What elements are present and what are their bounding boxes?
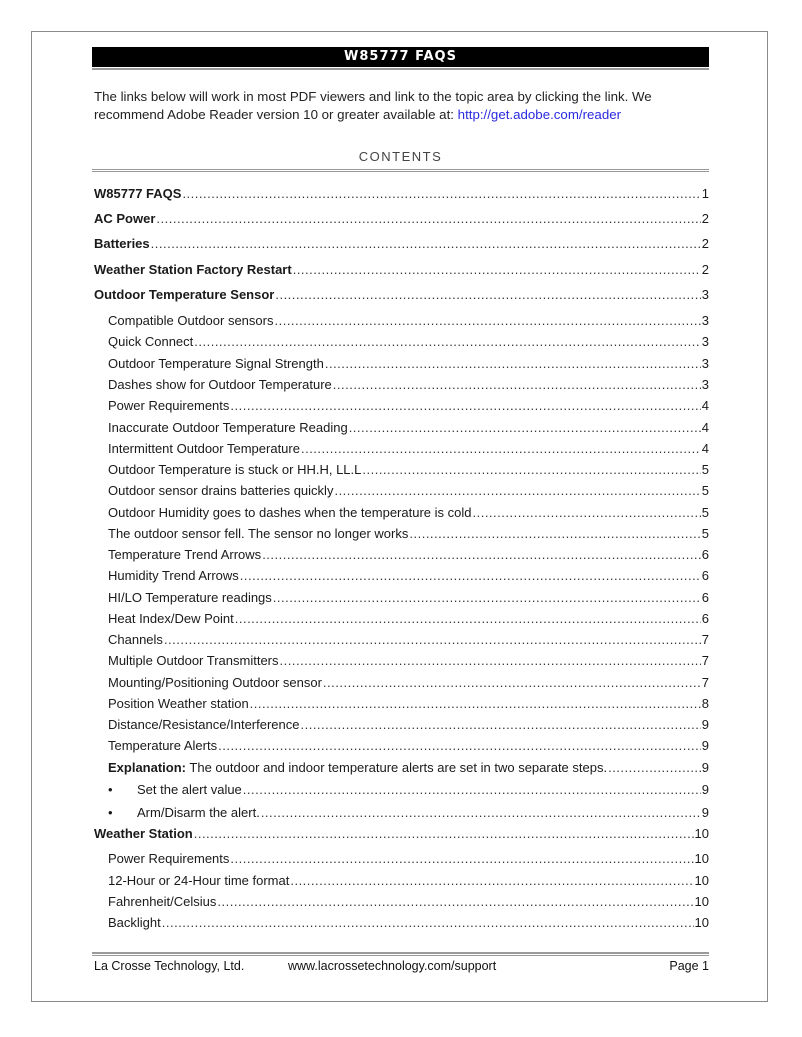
dot-leader [280, 652, 701, 670]
dot-leader [325, 355, 701, 373]
toc-entry[interactable] [108, 440, 709, 458]
page-footer [94, 959, 709, 975]
toc-entry[interactable] [108, 461, 709, 479]
dot-leader [300, 716, 700, 734]
toc-entry[interactable] [108, 631, 709, 649]
toc-entry-text: Humidity Trend Arrows [108, 568, 239, 583]
toc-entry[interactable] [94, 825, 709, 843]
toc-page-number: 9 [701, 738, 709, 753]
toc-entry-label [94, 825, 193, 843]
toc-page-number: 4 [701, 420, 709, 435]
toc-page-number: 10 [694, 873, 709, 888]
toc-entry[interactable] [94, 235, 709, 253]
toc-entry-label [108, 610, 234, 628]
toc-page-number: 2 [701, 262, 709, 277]
toc-entry-text: Dashes show for Outdoor Temperature [108, 377, 332, 392]
toc-entry-label [108, 504, 471, 522]
toc-entry-text: AC Power [94, 211, 156, 226]
bullet-icon: • [108, 782, 113, 797]
intro-paragraph [94, 88, 706, 124]
dot-leader [230, 397, 700, 415]
toc-page-number: 9 [701, 760, 709, 775]
toc-entry[interactable] [108, 610, 709, 628]
toc-entry-text: Backlight [108, 915, 161, 930]
toc-page-number: 1 [701, 186, 709, 201]
toc-entry[interactable] [108, 674, 709, 692]
toc-page-number: 5 [701, 462, 709, 477]
toc-entry-text: Power Requirements [108, 398, 230, 413]
footer-website: www.lacrossetechnology.com/support [288, 959, 497, 973]
toc-page-number: 6 [701, 611, 709, 626]
toc-entry-label [108, 567, 239, 585]
dot-leader [472, 504, 700, 522]
toc-entry[interactable] [108, 759, 709, 777]
dot-leader [323, 674, 701, 692]
toc-entry-label [108, 312, 273, 330]
dot-leader [333, 376, 701, 394]
toc-entry[interactable] [108, 397, 709, 415]
dot-leader [261, 804, 701, 822]
toc-entry-text: Compatible Outdoor sensors [108, 313, 274, 328]
toc-entry-text: Distance/Resistance/Interference [108, 717, 300, 732]
toc-entry-text: The outdoor and indoor temperature alerts are set in two separate steps. [186, 760, 608, 775]
toc-entry-text: Multiple Outdoor Transmitters [108, 653, 279, 668]
toc-entry-label [108, 872, 289, 890]
toc-entry-text: Fahrenheit/Celsius [108, 894, 217, 909]
toc-entry[interactable] [108, 482, 709, 500]
toc-page-number: 10 [694, 826, 709, 841]
toc-page-number: 5 [701, 483, 709, 498]
toc-entry[interactable] [94, 286, 709, 304]
toc-entry-text: Outdoor Temperature Signal Strength [108, 356, 324, 371]
toc-entry[interactable] [108, 850, 709, 868]
dot-leader [218, 737, 701, 755]
toc-entry-text: Weather Station Factory Restart [94, 262, 292, 277]
dot-leader [243, 781, 701, 799]
toc-entry-label [108, 333, 193, 351]
toc-entry-label [108, 695, 249, 713]
toc-page-number: 3 [701, 356, 709, 371]
dot-leader [164, 631, 701, 649]
dot-leader [182, 185, 700, 203]
toc-entry[interactable] [108, 589, 709, 607]
bullet-icon: • [108, 805, 113, 820]
toc-page-number: 8 [701, 696, 709, 711]
toc-entry[interactable] [108, 355, 709, 373]
toc-entry-text: HI/LO Temperature readings [108, 590, 272, 605]
toc-page-number: 6 [701, 590, 709, 605]
dot-leader [362, 461, 700, 479]
footer-page-number: Page 1 [669, 959, 709, 973]
toc-entry[interactable] [108, 716, 709, 734]
toc-entry[interactable] [108, 546, 709, 564]
toc-entry-label [108, 914, 161, 932]
toc-page-number: 10 [694, 851, 709, 866]
toc-entry-label [94, 261, 292, 279]
toc-entry-label [94, 235, 150, 253]
toc-entry[interactable] [108, 525, 709, 543]
toc-entry-label [108, 525, 408, 543]
toc-entry-label [108, 355, 324, 373]
toc-entry-label [108, 737, 217, 755]
dot-leader [301, 440, 701, 458]
toc-page-number: 3 [701, 377, 709, 392]
toc-entry-text: Outdoor Temperature is stuck or HH.H, LL.L [108, 462, 362, 477]
dot-leader [334, 482, 700, 500]
toc-entry-text: 12-Hour or 24-Hour time format [108, 873, 290, 888]
toc-entry-label [108, 440, 300, 458]
dot-leader [275, 286, 700, 304]
toc-entry[interactable] [108, 781, 709, 799]
toc-entry-text: Temperature Alerts [108, 738, 218, 753]
dot-leader [262, 546, 701, 564]
toc-page-number: 7 [701, 632, 709, 647]
intro-text: The links below will work in most PDF viewers and link to the topic area by clicking the link. We recommend Adobe Reader version 10 or greater available at: [94, 89, 652, 122]
contents-divider [92, 169, 709, 172]
toc-page-number: 3 [701, 287, 709, 302]
toc-entry[interactable] [94, 210, 709, 228]
toc-page-number: 7 [701, 675, 709, 690]
toc-entry-text: Arm/Disarm the alert. [137, 805, 260, 820]
toc-page-number: 6 [701, 547, 709, 562]
footer-company: La Crosse Technology, Ltd. [94, 959, 245, 973]
dot-leader [194, 825, 694, 843]
toc-page-number: 4 [701, 398, 709, 413]
toc-entry-text: Weather Station [94, 826, 193, 841]
dot-leader [608, 759, 701, 777]
toc-entry-label [108, 397, 229, 415]
toc-page-number: 10 [694, 894, 709, 909]
dot-leader [162, 914, 694, 932]
toc-page-number: 7 [701, 653, 709, 668]
dot-leader [217, 893, 693, 911]
toc-entry-label [94, 210, 155, 228]
dot-leader [290, 872, 693, 890]
toc-entry-label [108, 804, 260, 822]
toc-entry-text: Mounting/Positioning Outdoor sensor [108, 675, 322, 690]
toc-page-number: 9 [701, 782, 709, 797]
toc-entry[interactable] [108, 737, 709, 755]
toc-page-number: 10 [694, 915, 709, 930]
toc-page-number: 6 [701, 568, 709, 583]
toc-entry-text: Batteries [94, 236, 150, 251]
footer-divider [92, 952, 709, 954]
toc-entry[interactable] [108, 914, 709, 932]
toc-entry-text: Quick Connect [108, 334, 194, 349]
toc-entry[interactable] [108, 872, 709, 890]
toc-page-number: 2 [701, 211, 709, 226]
toc-entry-label [108, 376, 332, 394]
toc-entry-text: Heat Index/Dew Point [108, 611, 234, 626]
toc-entry-label [108, 482, 333, 500]
dot-leader [240, 567, 701, 585]
toc-entry-label [94, 185, 181, 203]
toc-entry-text: Power Requirements [108, 851, 230, 866]
toc-entry-label [108, 759, 607, 777]
toc-entry-text: Channels [108, 632, 163, 647]
toc-entry-text: Intermittent Outdoor Temperature [108, 441, 300, 456]
toc-entry-text: Temperature Trend Arrows [108, 547, 262, 562]
toc-page-number: 5 [701, 505, 709, 520]
toc-page-number: 3 [701, 313, 709, 328]
dot-leader [274, 312, 700, 330]
toc-entry[interactable] [108, 333, 709, 351]
toc-entry-label [108, 461, 361, 479]
toc-entry-text: Outdoor Temperature Sensor [94, 287, 275, 302]
toc-entry[interactable] [108, 419, 709, 437]
toc-entry[interactable] [108, 312, 709, 330]
toc-entry-label [108, 850, 229, 868]
toc-entry-label-bold: Explanation: [108, 760, 187, 775]
dot-leader [194, 333, 701, 351]
toc-entry-text: W85777 FAQS [94, 186, 182, 201]
footer-divider-thin [92, 955, 709, 956]
toc-entry-label [108, 652, 279, 670]
toc-entry[interactable] [94, 261, 709, 279]
dot-leader [235, 610, 701, 628]
toc-page-number: 3 [701, 334, 709, 349]
toc-entry-text: Outdoor sensor drains batteries quickly [108, 483, 334, 498]
toc-entry[interactable] [108, 804, 709, 822]
toc-entry[interactable] [108, 376, 709, 394]
adobe-reader-link[interactable]: http://get.adobe.com/reader [457, 107, 622, 122]
toc-entry[interactable] [108, 893, 709, 911]
toc-entry-label [108, 546, 261, 564]
dot-leader [156, 210, 700, 228]
dot-leader [151, 235, 701, 253]
toc-entry-text: Set the alert value [137, 782, 242, 797]
contents-heading: CONTENTS [358, 149, 443, 164]
dot-leader [293, 261, 701, 279]
dot-leader [230, 850, 693, 868]
toc-page-number: 9 [701, 805, 709, 820]
toc-entry-text: Outdoor Humidity goes to dashes when the temperature is cold [108, 505, 472, 520]
dot-leader [250, 695, 701, 713]
document-title: W85777 FAQS [92, 47, 709, 67]
toc-entry-label [108, 674, 322, 692]
toc-entry-label [108, 589, 272, 607]
toc-entry[interactable] [108, 695, 709, 713]
toc-entry-label [94, 286, 274, 304]
toc-page-number: 9 [701, 717, 709, 732]
toc-page-number: 4 [701, 441, 709, 456]
toc-entry-text: The outdoor sensor fell. The sensor no longer works [108, 526, 409, 541]
toc-page-number: 5 [701, 526, 709, 541]
dot-leader [409, 525, 700, 543]
toc-entry-label [108, 419, 348, 437]
toc-entry-text: Position Weather station [108, 696, 249, 711]
toc-entry[interactable] [108, 504, 709, 522]
toc-entry-label [108, 716, 299, 734]
toc-entry[interactable] [108, 567, 709, 585]
dot-leader [349, 419, 701, 437]
toc-page-number: 2 [701, 236, 709, 251]
title-divider [92, 68, 709, 70]
toc-entry[interactable] [108, 652, 709, 670]
toc-entry-label [108, 893, 216, 911]
toc-entry-label [108, 781, 242, 799]
toc-entry-label [108, 631, 163, 649]
toc-entry[interactable] [94, 185, 709, 203]
dot-leader [273, 589, 701, 607]
toc-entry-text: Inaccurate Outdoor Temperature Reading [108, 420, 348, 435]
